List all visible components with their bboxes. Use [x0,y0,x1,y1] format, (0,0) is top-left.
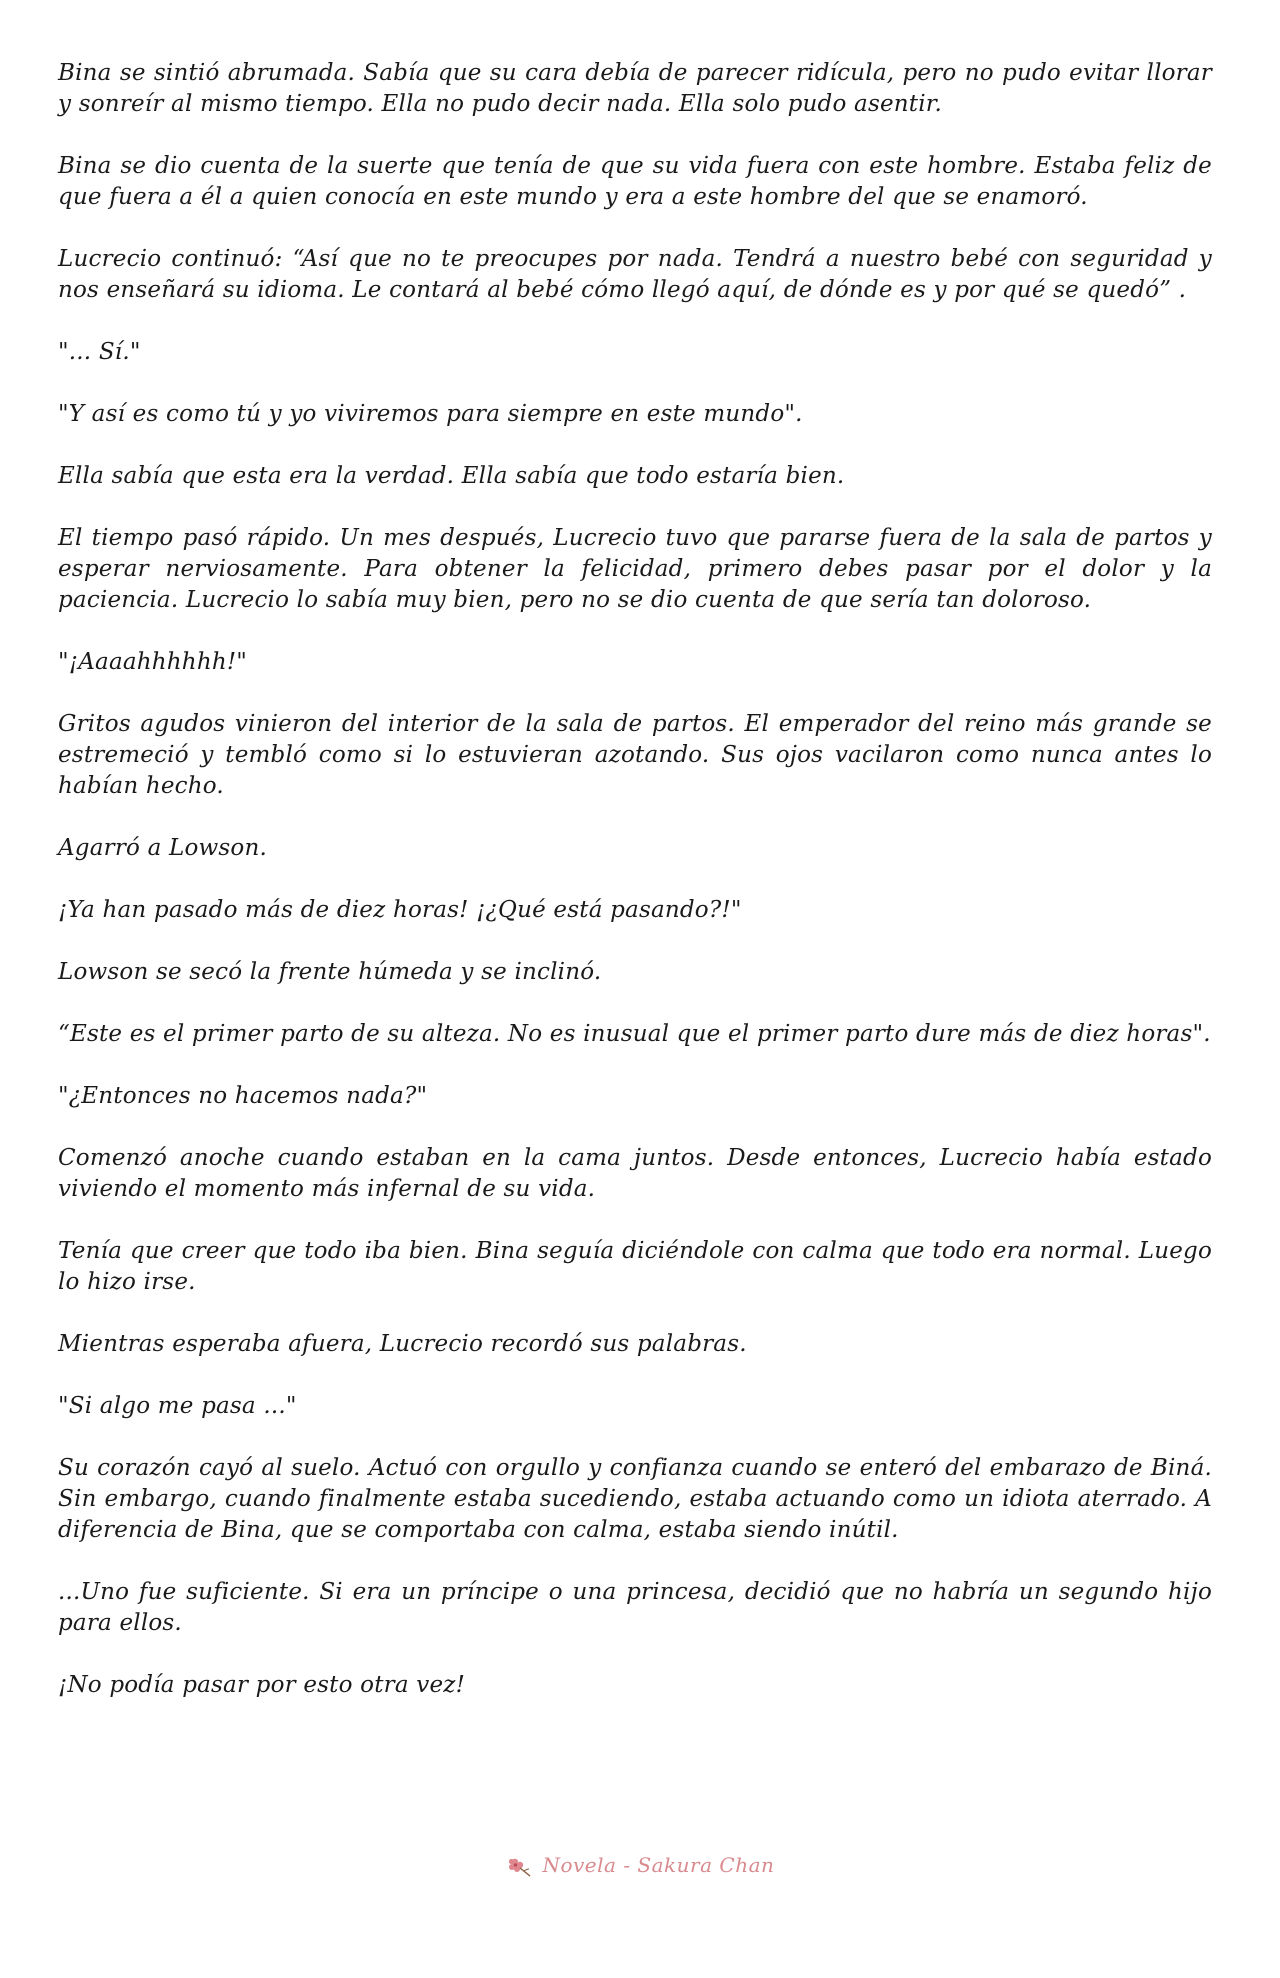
paragraph: Bina se sintió abrumada. Sabía que su cara debía de parecer ridícula, pero no pudo evitar llorar y sonreír al mismo tiempo. Ella no pudo decir nada. Ella solo pudo asentir. [58,60,1212,117]
document-body [58,58,1212,1732]
paragraph: "¿Entonces no hacemos nada?" [58,1083,428,1109]
paragraph: Tenía que creer que todo iba bien. Bina seguía diciéndole con calma que todo era normal. Luego lo hizo irse. [58,1238,1212,1295]
paragraph: Bina se dio cuenta de la suerte que tenía de que su vida fuera con este hombre. Estaba feliz de que fuera a él a quien conocía en este mundo y era a este hombre del que se enamoró. [58,153,1212,210]
paragraph: Agarró a Lowson. [58,835,267,861]
paragraph: "Si algo me pasa ..." [58,1393,297,1419]
paragraph: El tiempo pasó rápido. Un mes después, Lucrecio tuvo que pararse fuera de la sala de partos y esperar nerviosamente. Para obtener la felicidad, primero debes pasar por el dolor y la paciencia. Lucrecio lo sabía muy bien, pero no se dio cuenta de que sería tan doloroso. [58,525,1212,613]
watermark-footer [0,1853,1280,1878]
paragraph: Comenzó anoche cuando estaban en la cama juntos. Desde entonces, Lucrecio había estado viviendo el momento más infernal de su vida. [58,1145,1212,1202]
paragraph: "¡Aaaahhhhhh!" [58,649,248,675]
sakura-flower-icon [506,1856,532,1878]
paragraph: Lucrecio continuó: “Así que no te preocupes por nada. Tendrá a nuestro bebé con seguridad y nos enseñará su idioma. Le contará al bebé cómo llegó aquí, de dónde es y por qué se quedó” . [58,246,1212,303]
paragraph: ¡No podía pasar por esto otra vez! [58,1672,466,1698]
paragraph: ¡Ya han pasado más de diez horas! ¡¿Qué está pasando?!" [58,897,742,923]
paragraph: Su corazón cayó al suelo. Actuó con orgullo y confianza cuando se enteró del embarazo de Biná. Sin embargo, cuando finalmente estaba sucediendo, estaba actuando como un idiota aterrado. A diferencia de Bina, que se comportaba con calma, estaba siendo inútil. [58,1455,1212,1543]
paragraph: Gritos agudos vinieron del interior de la sala de partos. El emperador del reino más grande se estremeció y tembló como si lo estuvieran azotando. Sus ojos vacilaron como nunca antes lo habían hecho. [58,711,1212,799]
watermark-text: Novela - Sakura Chan [542,1853,775,1877]
paragraph: ...Uno fue suficiente. Si era un príncipe o una princesa, decidió que no habría un segundo hijo para ellos. [58,1579,1212,1636]
paragraph: "... Sí." [58,339,141,365]
paragraph: Mientras esperaba afuera, Lucrecio recordó sus palabras. [58,1331,747,1357]
paragraph: "Y así es como tú y yo viviremos para siempre en este mundo". [58,401,803,427]
paragraph: Ella sabía que esta era la verdad. Ella sabía que todo estaría bien. [58,463,845,489]
paragraph: “Este es el primer parto de su alteza. No es inusual que el primer parto dure más de diez horas". [58,1021,1211,1047]
paragraph: Lowson se secó la frente húmeda y se inclinó. [58,959,602,985]
